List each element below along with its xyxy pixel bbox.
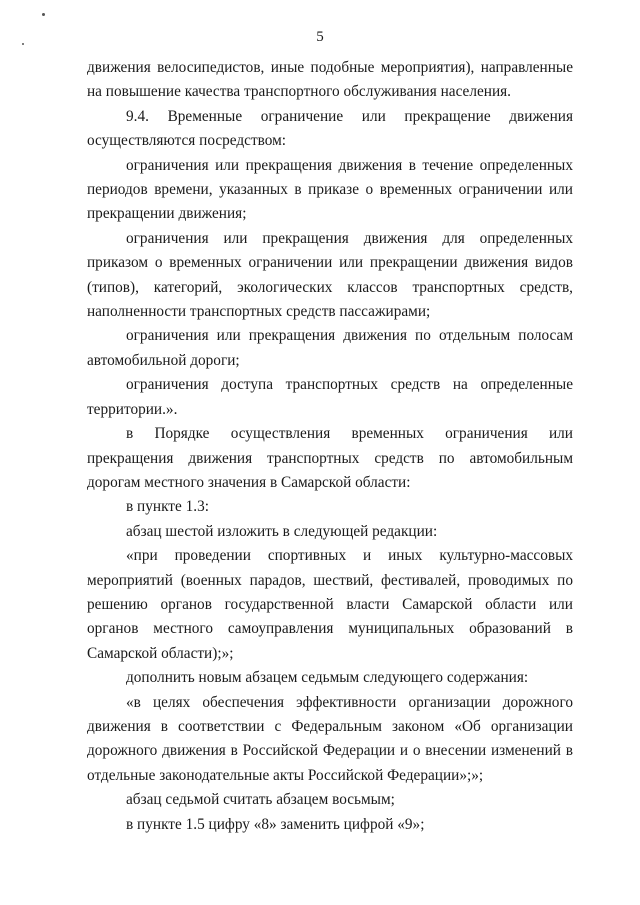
paragraph: абзац седьмой считать абзацем восьмым; (126, 791, 395, 809)
page-number: 5 (316, 29, 324, 45)
paragraph: в пункте 1.3: (126, 498, 209, 516)
paragraph: абзац шестой изложить в следующей редакции: (126, 522, 438, 540)
paragraph: в пункте 1.5 цифру «8» заменить цифрой «9»; (126, 815, 425, 833)
paragraph: 9.4. Временные ограничение или прекращение движения осуществляются посредством: (87, 107, 573, 150)
paragraph: ограничения или прекращения движения для определенных приказом о временных ограничении или прекращении движения видов (типов), категорий, экологических классов транспортных средств, наполненности транспортных средств пассажирами; (87, 229, 573, 321)
scan-speck (42, 13, 45, 16)
paragraph: ограничения или прекращения движения по отдельным полосам автомобильной дороги; (87, 327, 573, 369)
paragraph: ограничения доступа транспортных средств на определенные территории.». (87, 376, 573, 418)
paragraph: «при проведении спортивных и иных культурно-массовых мероприятий (военных парадов, шествий, фестивалей, проводимых по решению органов государственной власти Самарской области или органов местного самоуправления муниципальных образований в Самарской области);»; (87, 547, 573, 662)
paragraph: дополнить новым абзацем седьмым следующего содержания: (126, 669, 529, 687)
paragraph: «в целях обеспечения эффективности организации дорожного движения в соответствии с Федеральным законом «Об организации дорожного движения в Российской Федерации и о внесении изменений в отдельные законодательные акты Российской Федерации»;»; (87, 693, 573, 784)
paragraph: в Порядке осуществления временных ограничения или прекращения движения транспортных средств по автомобильным дорогам местного значения в Самарской области: (87, 425, 573, 491)
document-body (87, 56, 573, 837)
paragraph: ограничения или прекращения движения в течение определенных периодов времени, указанных в приказе о временных ограничении или прекращении движения; (87, 156, 573, 223)
paragraph: движения велосипедистов, иные подобные мероприятия), направленные на повышение качества транспортного обслуживания населения. (87, 59, 573, 101)
